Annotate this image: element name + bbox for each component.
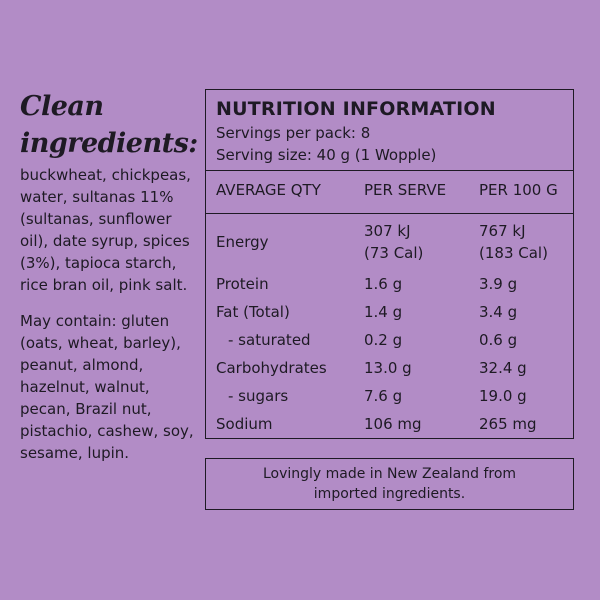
divider [206,213,573,214]
column-header-per-100g: PER 100 G [479,181,558,199]
nutrient-per-serve: 13.0 g [364,359,412,377]
nutrient-name: - saturated [228,331,311,349]
nutrient-per-100g: 3.4 g [479,303,518,321]
nutrient-name: Fat (Total) [216,303,290,321]
nutrient-name: Carbohydrates [216,359,327,377]
nutrient-per-serve: 307 kJ (73 Cal) [364,222,424,262]
nutrient-per-100g: 3.9 g [479,275,518,293]
nutrient-per-serve: 0.2 g [364,331,403,349]
origin-note: Lovingly made in New Zealand from imported ingredients. [262,466,517,502]
nutrient-per-serve: 1.4 g [364,303,403,321]
origin-note-box [205,458,574,510]
ingredients-panel [20,88,200,464]
serving-size: Serving size: 40 g (1 Wopple) [216,146,437,164]
nutrient-per-100g: 19.0 g [479,387,527,405]
ingredients-list: buckwheat, chickpeas, water, sultanas 11% (sultanas, sunflower oil), date syrup, spices (3%), tapioca starch, rice bran oil, pink salt. [20,166,191,294]
nutrient-per-100g: 265 mg [479,415,537,433]
nutrient-name: - sugars [228,387,289,405]
nutrient-name: Sodium [216,415,273,433]
allergen-statement: May contain: gluten (oats, wheat, barley), peanut, almond, hazelnut, walnut, pecan, Brazil nut, pistachio, cashew, soy, sesame, lupin. [20,312,194,462]
nutrient-name: Energy [216,233,269,251]
nutrient-per-serve: 1.6 g [364,275,403,293]
nutrient-per-100g: 767 kJ (183 Cal) [479,222,548,262]
nutrient-per-serve: 7.6 g [364,387,403,405]
column-header-per-serve: PER SERVE [364,181,447,199]
nutrition-panel [205,89,574,439]
servings-per-pack: Servings per pack: 8 [216,124,371,142]
nutrition-column-headers [206,171,573,213]
nutrient-per-100g: 0.6 g [479,331,518,349]
nutrition-title: NUTRITION INFORMATION [216,98,496,120]
column-header-average-qty: AVERAGE QTY [216,181,321,199]
nutrient-per-100g: 32.4 g [479,359,527,377]
nutrient-name: Protein [216,275,269,293]
nutrient-per-serve: 106 mg [364,415,422,433]
ingredients-heading: Clean ingredients: [20,91,198,159]
